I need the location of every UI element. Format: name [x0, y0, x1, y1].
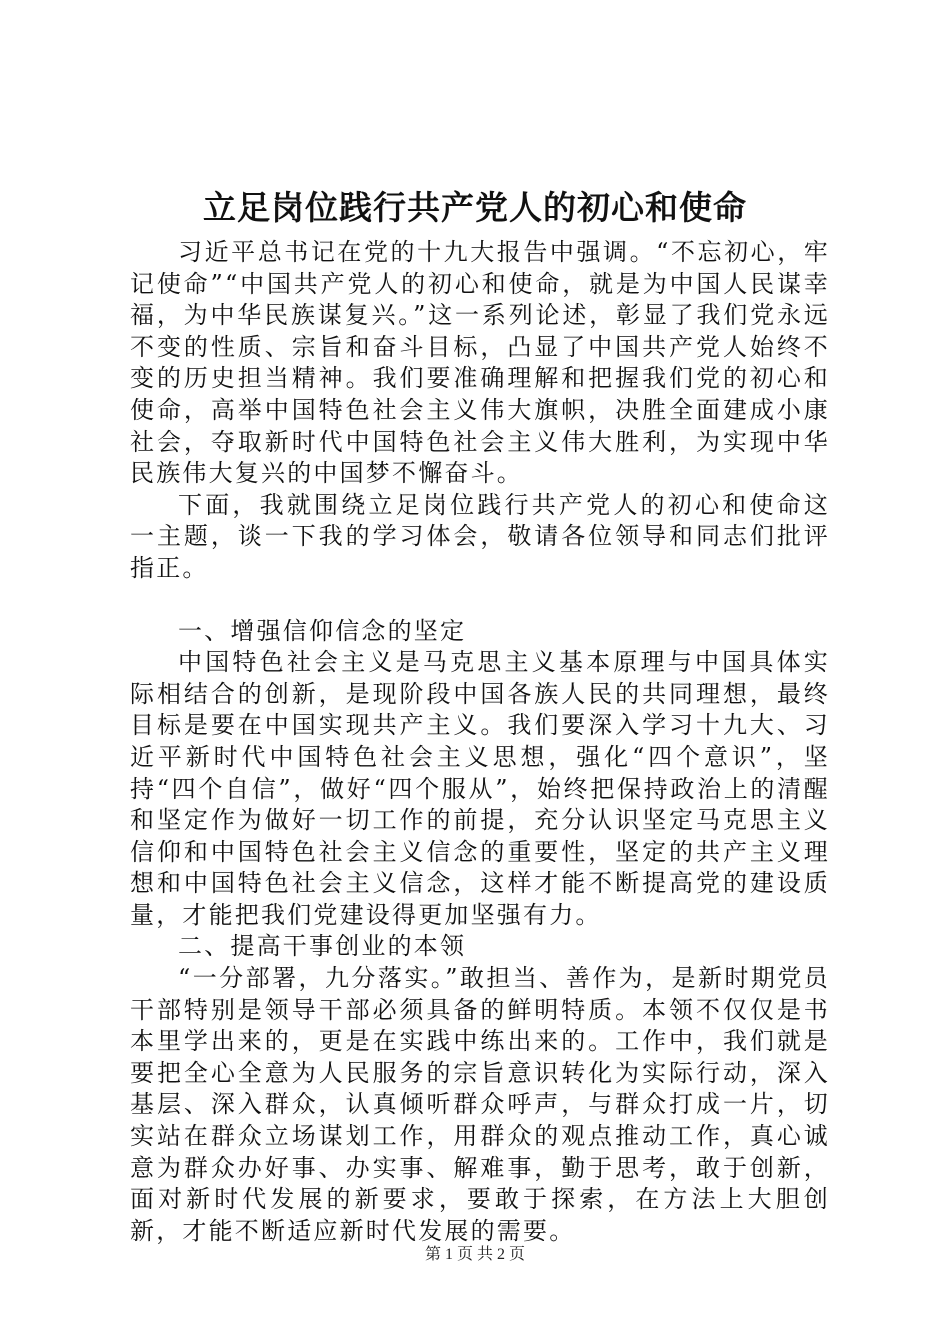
section-paragraph: “一分部署，九分落实。”敢担当、善作为，是新时期党员干部特别是领导干部必须具备的鲜明特质。本领不仅仅是书本里学出来的，更是在实践中练出来的。工作中，我们就是要把全心全意为人民服务的宗旨意识转化为实际行动，深入基层、深入群众，认真倾听群众呼声，与群众打成一片，切实站在群众立场谋划工作，用群众的观点推动工作，真心诚意为群众办好事、办实事、解难事，勤于思考，敢于创新，面对新时代发展的新要求，要敢于探索，在方法上大胆创新，才能不断适应新时代发展的需要。 [130, 964, 830, 1245]
section-heading: 二、提高干事创业的本领 [178, 932, 467, 961]
section-heading: 一、增强信仰信念的坚定 [178, 616, 467, 645]
page-number-footer: 第 1 页 共 2 页 [424, 1246, 525, 1263]
document-title: 立足岗位践行共产党人的初心和使命 [203, 188, 747, 227]
section-paragraph: 中国特色社会主义是马克思主义基本原理与中国具体实际相结合的创新，是现阶段中国各族人民的共同理想，最终目标是要在中国实现共产主义。我们要深入学习十九大、习近平新时代中国特色社会主义思想，强化“四个意识”，坚持“四个自信”，做好“四个服从”，始终把保持政治上的清醒和坚定作为做好一切工作的前提，充分认识坚定马克思主义信仰和中国特色社会主义信念的重要性，坚定的共产主义理想和中国特色社会主义信念，这样才能不断提高党的建设质量，才能把我们党建设得更加坚强有力。 [130, 648, 830, 929]
document-body [130, 237, 830, 1247]
intro-paragraph: 下面，我就围绕立足岗位践行共产党人的初心和使命这一主题，谈一下我的学习体会，敬请各位领导和同志们批评指正。 [130, 490, 830, 582]
intro-paragraph: 习近平总书记在党的十九大报告中强调。“不忘初心，牢记使命”“中国共产党人的初心和使命，就是为中国人民谋幸福，为中华民族谋复兴。”这一系列论述，彰显了我们党永远不变的性质、宗旨和奋斗目标，凸显了中国共产党人始终不变的历史担当精神。我们要准确理解和把握我们党的初心和使命，高举中国特色社会主义伟大旗帜，决胜全面建成小康社会，夺取新时代中国特色社会主义伟大胜利，为实现中华民族伟大复兴的中国梦不懈奋斗。 [130, 238, 830, 488]
